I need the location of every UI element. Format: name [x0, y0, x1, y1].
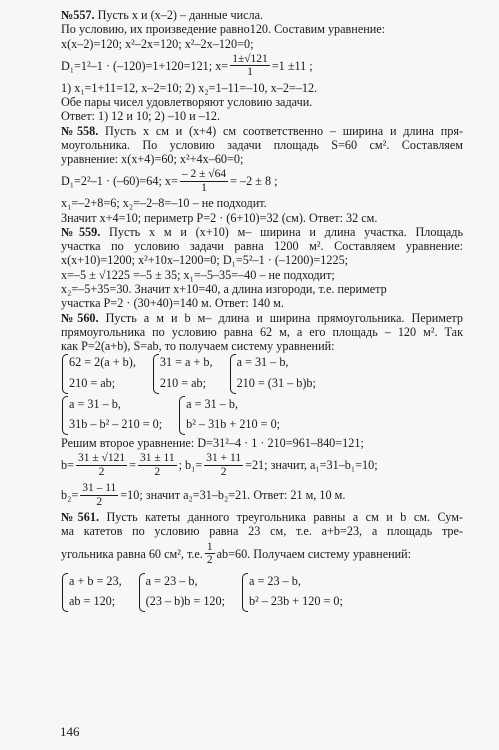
- equation-system: a + b = 23, ab = 120;: [61, 572, 122, 613]
- page-number: 146: [60, 724, 80, 739]
- problem-560: №560. Пусть а м и b м– длина и ширина прямоугольника. Периметр прямоугольника по условию равна 62 м, а его площадь – 120 м². Так как P=2(a+b), S=ab, то получаем систему уравнений: 62 = 2(a + b), 210 = ab; 31 = a + b, 210 = ab; a = 31 – b, 210 = (31 – b)b; a = 31 – b, 31b – b² – 210 = 0; a = 31 – b, b² – 31b + 210 = 0; Решим второе уравнение: D=31²–4 · 1 · 210=961–840=121; b= $\frac{31 \pm √121}{2}$ = $\frac{31 \pm 11}{2}$ ; b₁= $\frac{31 + 11}{2}$ =21; значит, a₁=31–b₁=10; b₂= $\frac{31 - 11}{2}$ =10; значит a₂=31–b₂=21. Ответ: 21 м, 10 м.: [61, 311, 463, 511]
- equation-system: a = 31 – b, 210 = (31 – b)b;: [229, 353, 316, 394]
- fraction: $\frac{31 + 11}{2}$: [206, 452, 242, 478]
- problem-number: №557.: [61, 8, 95, 22]
- roots-line: b₂= $\frac{31 - 11}{2}$ =10; значит a₂=31–b₂=21. Ответ: 21 м, 10 м.: [61, 482, 346, 508]
- equation-systems-row: [61, 395, 463, 436]
- equation-system: 62 = 2(a + b), 210 = ab;: [61, 353, 136, 394]
- problem-number: №559.: [61, 224, 101, 239]
- problem-number: №558.: [61, 123, 99, 138]
- fraction: $\frac{1\pm√121}{1}$: [232, 52, 268, 79]
- equation-system: a = 31 – b, 31b – b² – 210 = 0;: [61, 395, 162, 436]
- fraction: $\frac{31 - 11}{2}$: [82, 482, 117, 508]
- equation-systems-row: [61, 353, 463, 394]
- fraction: $\frac{- 2 \pm √64}{1}$: [181, 168, 227, 194]
- problem-number: №561.: [61, 510, 99, 525]
- problem-558: №558. Пусть x см и (x+4) см соответственно – ширина и длина пря- моугольника. По условию задачи площадь S=60 см². Составляем уравнение: x(x+4)=60; x²+4x–60=0; D₁=2²–1 · (–60)=64; x= $\frac{- 2 \pm √64}{1}$ = –2 ± 8 ; x₁=–2+8=6; x₂=–2–8=–10 – не подходит. Значит x+4=10; периметр P=2 · (6+10)=32 (см). Ответ: 32 см.: [61, 123, 464, 225]
- equation-systems-row: [61, 572, 463, 613]
- fraction: $\frac{31 \pm 11}{2}$: [139, 452, 175, 478]
- roots-line: b= $\frac{31 \pm √121}{2}$ = $\frac{31 \pm 11}{2}$ ; b₁= $\frac{31 + 11}{2}$ =21; значит, a₁=31–b₁=10;: [61, 452, 378, 478]
- discriminant-line: D₁=1²–1 · (–120)=1+120=121; x= $\frac{1\pm√121}{1}$ =1 ±11 ;: [61, 52, 313, 79]
- problem-557: №557. Пусть x и (x–2) – данные числа. По условию, их произведение равно120. Составим уравнение: x(x–2)=120; x²–2x=120; x²–2x–120=0; D₁=1²–1 · (–120)=1+120=121; x= $\frac{1\pm√121}{1}$ =1 ±11 ; 1) x₁=1+11=12, x–2=10; 2) x₂=1–11=–10, x–2=–12. Обе пары чисел удовлетворяют условию задачи. Ответ: 1) 12 и 10; 2) –10 и –12.: [61, 8, 463, 124]
- equation-system: 31 = a + b, 210 = ab;: [152, 353, 213, 394]
- area-line: угольника равна 60 см², т.е. $\frac{1}{2}$ ab=60. Получаем систему уравнений:: [61, 540, 412, 567]
- fraction: $\frac{1}{2}$: [206, 540, 213, 567]
- problem-number: №560.: [61, 310, 99, 325]
- equation-system: a = 23 – b, b² – 23b + 120 = 0;: [241, 572, 343, 613]
- equation-system: a = 31 – b, b² – 31b + 210 = 0;: [178, 395, 280, 436]
- discriminant-line: D₁=2²–1 · (–60)=64; x= $\frac{- 2 \pm √64}{1}$ = –2 ± 8 ;: [61, 168, 278, 194]
- problem-561: №561. Пусть катеты данного треугольника равны a см и b см. Сум- ма катетов по условию равна 23 см, т.е. a+b=23, а площадь тре- угольника равна 60 см², т.е. $\frac{1}{2}$ ab=60. Получаем систему уравнений: a + b = 23, ab = 120; a = 23 – b, (23 – b)b = 120; a = 23 – b, b² – 23b + 120 = 0;: [61, 510, 463, 613]
- fraction: $\frac{31 \pm √121}{2}$: [77, 452, 126, 478]
- problem-559: №559. Пусть x м и (x+10) м– ширина и длина участка. Площадь участка по условию задачи равна 1200 м². Составляем уравнение: x(x+10)=1200; x²+10x–1200=0; D₁=5²–1 · (–1200)=1225; x=–5 ± √1225 =–5 ± 35; x₁=–5–35=–40 – не подходит; x₂=–5+35=30. Значит x+10=40, а длина изгороди, т.е. периметр участка P=2 · (30+40)=140 м. Ответ: 140 м.: [61, 224, 464, 311]
- equation-system: a = 23 – b, (23 – b)b = 120;: [138, 572, 225, 613]
